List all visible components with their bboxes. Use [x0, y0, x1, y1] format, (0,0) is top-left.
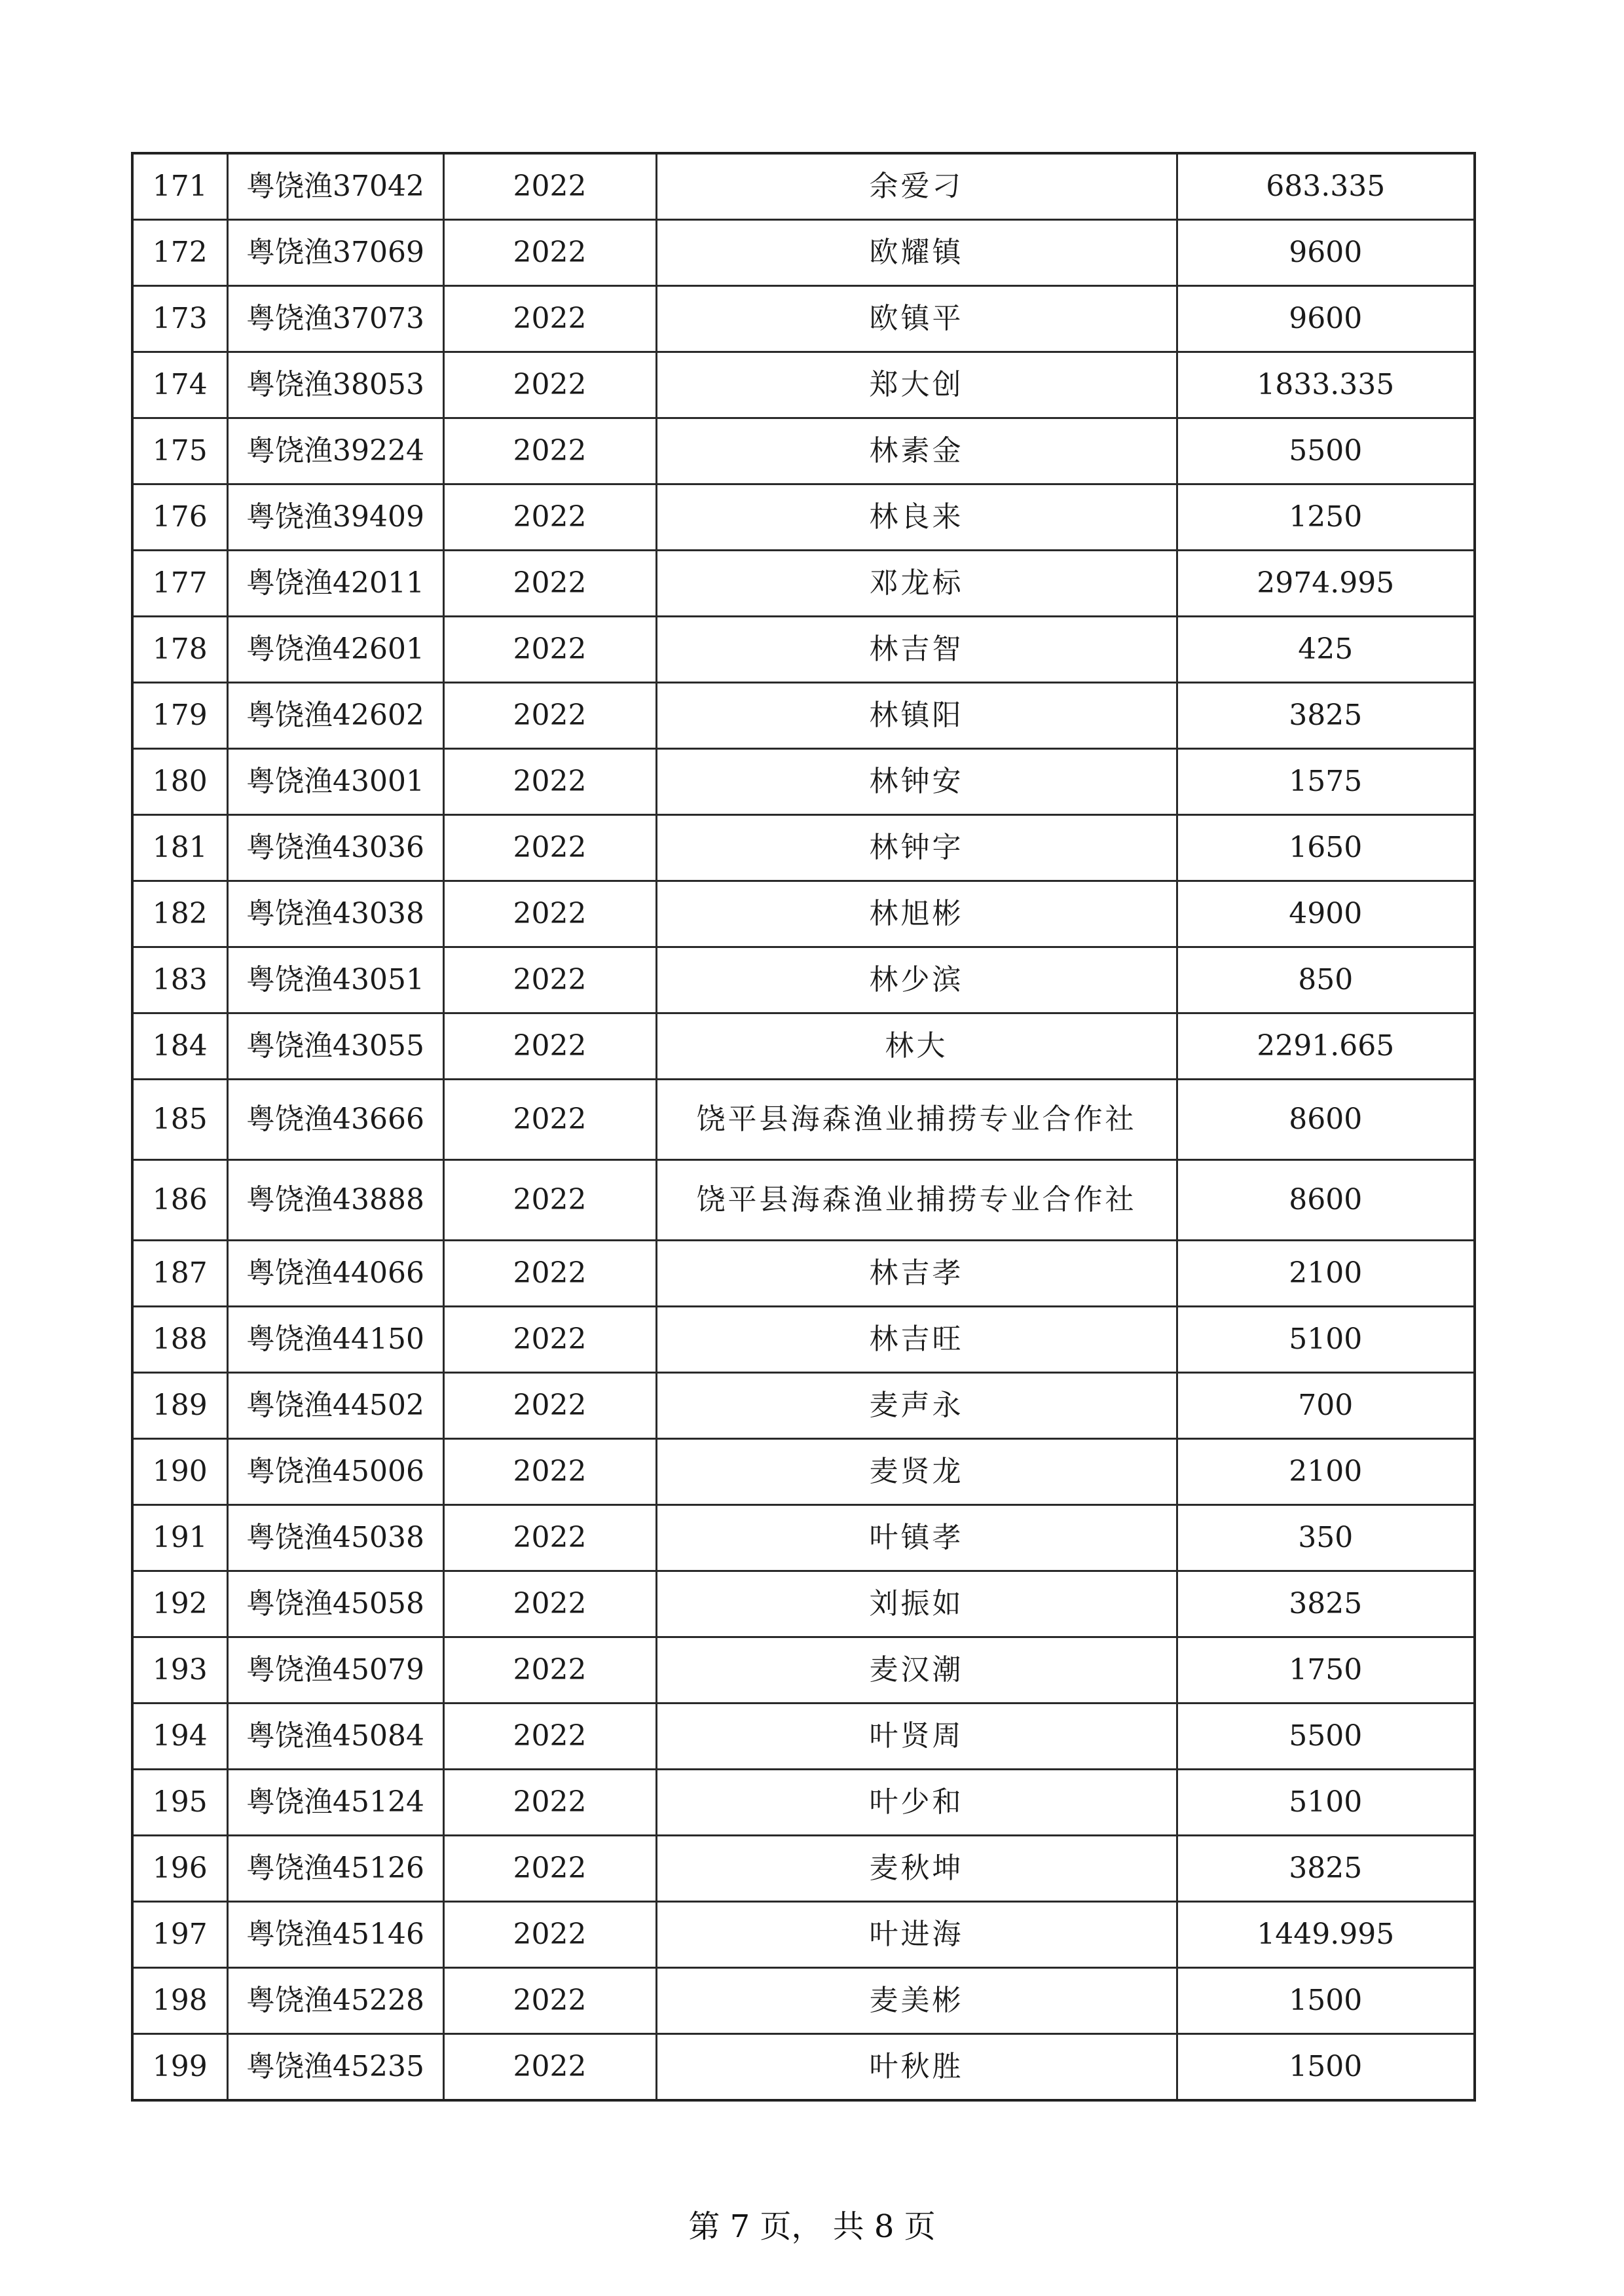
- table-row: [132, 1704, 1475, 1770]
- amount-cell: 5500: [1177, 1704, 1475, 1770]
- boat-number-cell: 粤饶渔45006: [227, 1439, 443, 1505]
- owner-name-cell: 郑大创: [656, 352, 1177, 418]
- boat-number-cell: 粤饶渔45079: [227, 1637, 443, 1704]
- year-cell: 2022: [443, 1637, 656, 1704]
- amount-cell: 2100: [1177, 1241, 1475, 1307]
- year-cell: 2022: [443, 2034, 656, 2101]
- row-number-cell: 194: [132, 1704, 227, 1770]
- year-cell: 2022: [443, 418, 656, 484]
- owner-name-cell: 叶进海: [656, 1902, 1177, 1968]
- boat-number-cell: 粤饶渔45126: [227, 1836, 443, 1902]
- owner-name-cell: 林良来: [656, 484, 1177, 551]
- row-number-cell: 180: [132, 749, 227, 815]
- year-cell: 2022: [443, 352, 656, 418]
- owner-name-cell: 林吉智: [656, 617, 1177, 683]
- row-number-cell: 191: [132, 1505, 227, 1571]
- row-number-cell: 196: [132, 1836, 227, 1902]
- boat-number-cell: 粤饶渔45038: [227, 1505, 443, 1571]
- boat-number-cell: 粤饶渔45058: [227, 1571, 443, 1637]
- table-row: [132, 1571, 1475, 1637]
- year-cell: 2022: [443, 1373, 656, 1439]
- table-row: [132, 2034, 1475, 2101]
- table-row: [132, 881, 1475, 947]
- owner-name-cell: 叶秋胜: [656, 2034, 1177, 2101]
- amount-cell: 1500: [1177, 2034, 1475, 2101]
- boat-number-cell: 粤饶渔43038: [227, 881, 443, 947]
- row-number-cell: 185: [132, 1080, 227, 1160]
- table-row: [132, 947, 1475, 1013]
- owner-name-cell: 叶少和: [656, 1770, 1177, 1836]
- table-row: [132, 1080, 1475, 1160]
- amount-cell: 5100: [1177, 1307, 1475, 1373]
- owner-name-cell: 林旭彬: [656, 881, 1177, 947]
- table-row: [132, 1241, 1475, 1307]
- boat-number-cell: 粤饶渔43051: [227, 947, 443, 1013]
- table-row: [132, 1836, 1475, 1902]
- amount-cell: 8600: [1177, 1080, 1475, 1160]
- row-number-cell: 184: [132, 1013, 227, 1080]
- owner-name-cell: 饶平县海森渔业捕捞专业合作社: [656, 1160, 1177, 1241]
- table-row: [132, 1373, 1475, 1439]
- year-cell: 2022: [443, 749, 656, 815]
- row-number-cell: 177: [132, 551, 227, 617]
- owner-name-cell: 余爱刁: [656, 153, 1177, 220]
- boat-number-cell: 粤饶渔44066: [227, 1241, 443, 1307]
- owner-name-cell: 林大: [656, 1013, 1177, 1080]
- owner-name-cell: 林吉旺: [656, 1307, 1177, 1373]
- row-number-cell: 190: [132, 1439, 227, 1505]
- year-cell: 2022: [443, 1160, 656, 1241]
- year-cell: 2022: [443, 286, 656, 352]
- owner-name-cell: 麦汉潮: [656, 1637, 1177, 1704]
- boat-number-cell: 粤饶渔45124: [227, 1770, 443, 1836]
- boat-number-cell: 粤饶渔37042: [227, 153, 443, 220]
- row-number-cell: 195: [132, 1770, 227, 1836]
- amount-cell: 3825: [1177, 683, 1475, 749]
- year-cell: 2022: [443, 220, 656, 286]
- boat-number-cell: 粤饶渔43666: [227, 1080, 443, 1160]
- row-number-cell: 197: [132, 1902, 227, 1968]
- year-cell: 2022: [443, 1836, 656, 1902]
- year-cell: 2022: [443, 881, 656, 947]
- row-number-cell: 189: [132, 1373, 227, 1439]
- amount-cell: 3825: [1177, 1571, 1475, 1637]
- table-row: [132, 551, 1475, 617]
- row-number-cell: 193: [132, 1637, 227, 1704]
- row-number-cell: 199: [132, 2034, 227, 2101]
- amount-cell: 1500: [1177, 1968, 1475, 2034]
- owner-name-cell: 邓龙标: [656, 551, 1177, 617]
- year-cell: 2022: [443, 1968, 656, 2034]
- amount-cell: 2291.665: [1177, 1013, 1475, 1080]
- year-cell: 2022: [443, 815, 656, 881]
- year-cell: 2022: [443, 1571, 656, 1637]
- boat-number-cell: 粤饶渔37073: [227, 286, 443, 352]
- table-row: [132, 815, 1475, 881]
- year-cell: 2022: [443, 153, 656, 220]
- boat-number-cell: 粤饶渔45228: [227, 1968, 443, 2034]
- table-row: [132, 1013, 1475, 1080]
- amount-cell: 1449.995: [1177, 1902, 1475, 1968]
- table-row: [132, 1770, 1475, 1836]
- owner-name-cell: 欧镇平: [656, 286, 1177, 352]
- row-number-cell: 176: [132, 484, 227, 551]
- year-cell: 2022: [443, 1704, 656, 1770]
- year-cell: 2022: [443, 1770, 656, 1836]
- boat-number-cell: 粤饶渔44502: [227, 1373, 443, 1439]
- year-cell: 2022: [443, 947, 656, 1013]
- table-row: [132, 1307, 1475, 1373]
- owner-name-cell: 麦美彬: [656, 1968, 1177, 2034]
- amount-cell: 4900: [1177, 881, 1475, 947]
- table-row: [132, 352, 1475, 418]
- owner-name-cell: 林钟字: [656, 815, 1177, 881]
- subsidy-record-table: [131, 152, 1476, 2102]
- page-footer: 第 7 页， 共 8 页: [688, 2208, 936, 2245]
- table-row: [132, 749, 1475, 815]
- owner-name-cell: 欧耀镇: [656, 220, 1177, 286]
- boat-number-cell: 粤饶渔42602: [227, 683, 443, 749]
- row-number-cell: 172: [132, 220, 227, 286]
- table-row: [132, 1439, 1475, 1505]
- year-cell: 2022: [443, 617, 656, 683]
- year-cell: 2022: [443, 1241, 656, 1307]
- amount-cell: 2100: [1177, 1439, 1475, 1505]
- table-row: [132, 220, 1475, 286]
- row-number-cell: 179: [132, 683, 227, 749]
- boat-number-cell: 粤饶渔43888: [227, 1160, 443, 1241]
- year-cell: 2022: [443, 1902, 656, 1968]
- owner-name-cell: 麦秋坤: [656, 1836, 1177, 1902]
- table-row: [132, 617, 1475, 683]
- table-row: [132, 683, 1475, 749]
- amount-cell: 1833.335: [1177, 352, 1475, 418]
- row-number-cell: 181: [132, 815, 227, 881]
- amount-cell: 1250: [1177, 484, 1475, 551]
- table-row: [132, 1505, 1475, 1571]
- year-cell: 2022: [443, 1307, 656, 1373]
- owner-name-cell: 林素金: [656, 418, 1177, 484]
- owner-name-cell: 林镇阳: [656, 683, 1177, 749]
- year-cell: 2022: [443, 1505, 656, 1571]
- row-number-cell: 187: [132, 1241, 227, 1307]
- boat-number-cell: 粤饶渔43036: [227, 815, 443, 881]
- amount-cell: 5500: [1177, 418, 1475, 484]
- row-number-cell: 192: [132, 1571, 227, 1637]
- year-cell: 2022: [443, 683, 656, 749]
- year-cell: 2022: [443, 1013, 656, 1080]
- year-cell: 2022: [443, 1080, 656, 1160]
- row-number-cell: 198: [132, 1968, 227, 2034]
- owner-name-cell: 饶平县海森渔业捕捞专业合作社: [656, 1080, 1177, 1160]
- amount-cell: 3825: [1177, 1836, 1475, 1902]
- owner-name-cell: 林吉孝: [656, 1241, 1177, 1307]
- amount-cell: 2974.995: [1177, 551, 1475, 617]
- table-row: [132, 418, 1475, 484]
- row-number-cell: 171: [132, 153, 227, 220]
- amount-cell: 425: [1177, 617, 1475, 683]
- row-number-cell: 182: [132, 881, 227, 947]
- row-number-cell: 175: [132, 418, 227, 484]
- owner-name-cell: 麦声永: [656, 1373, 1177, 1439]
- boat-number-cell: 粤饶渔45146: [227, 1902, 443, 1968]
- owner-name-cell: 麦贤龙: [656, 1439, 1177, 1505]
- amount-cell: 700: [1177, 1373, 1475, 1439]
- amount-cell: 850: [1177, 947, 1475, 1013]
- boat-number-cell: 粤饶渔45235: [227, 2034, 443, 2101]
- boat-number-cell: 粤饶渔43055: [227, 1013, 443, 1080]
- row-number-cell: 174: [132, 352, 227, 418]
- amount-cell: 9600: [1177, 220, 1475, 286]
- table-row: [132, 1637, 1475, 1704]
- year-cell: 2022: [443, 551, 656, 617]
- table-row: [132, 1902, 1475, 1968]
- table-body: [132, 153, 1475, 2100]
- row-number-cell: 188: [132, 1307, 227, 1373]
- owner-name-cell: 林少滨: [656, 947, 1177, 1013]
- table-row: [132, 1968, 1475, 2034]
- boat-number-cell: 粤饶渔39409: [227, 484, 443, 551]
- row-number-cell: 186: [132, 1160, 227, 1241]
- amount-cell: 9600: [1177, 286, 1475, 352]
- row-number-cell: 173: [132, 286, 227, 352]
- boat-number-cell: 粤饶渔43001: [227, 749, 443, 815]
- table-row: [132, 153, 1475, 220]
- row-number-cell: 183: [132, 947, 227, 1013]
- amount-cell: 683.335: [1177, 153, 1475, 220]
- table-row: [132, 286, 1475, 352]
- boat-number-cell: 粤饶渔42601: [227, 617, 443, 683]
- table-row: [132, 484, 1475, 551]
- amount-cell: 5100: [1177, 1770, 1475, 1836]
- year-cell: 2022: [443, 484, 656, 551]
- boat-number-cell: 粤饶渔38053: [227, 352, 443, 418]
- amount-cell: 1750: [1177, 1637, 1475, 1704]
- amount-cell: 350: [1177, 1505, 1475, 1571]
- boat-number-cell: 粤饶渔44150: [227, 1307, 443, 1373]
- owner-name-cell: 叶贤周: [656, 1704, 1177, 1770]
- owner-name-cell: 刘振如: [656, 1571, 1177, 1637]
- boat-number-cell: 粤饶渔37069: [227, 220, 443, 286]
- owner-name-cell: 叶镇孝: [656, 1505, 1177, 1571]
- boat-number-cell: 粤饶渔42011: [227, 551, 443, 617]
- boat-number-cell: 粤饶渔45084: [227, 1704, 443, 1770]
- owner-name-cell: 林钟安: [656, 749, 1177, 815]
- amount-cell: 1575: [1177, 749, 1475, 815]
- year-cell: 2022: [443, 1439, 656, 1505]
- amount-cell: 1650: [1177, 815, 1475, 881]
- amount-cell: 8600: [1177, 1160, 1475, 1241]
- boat-number-cell: 粤饶渔39224: [227, 418, 443, 484]
- table-row: [132, 1160, 1475, 1241]
- row-number-cell: 178: [132, 617, 227, 683]
